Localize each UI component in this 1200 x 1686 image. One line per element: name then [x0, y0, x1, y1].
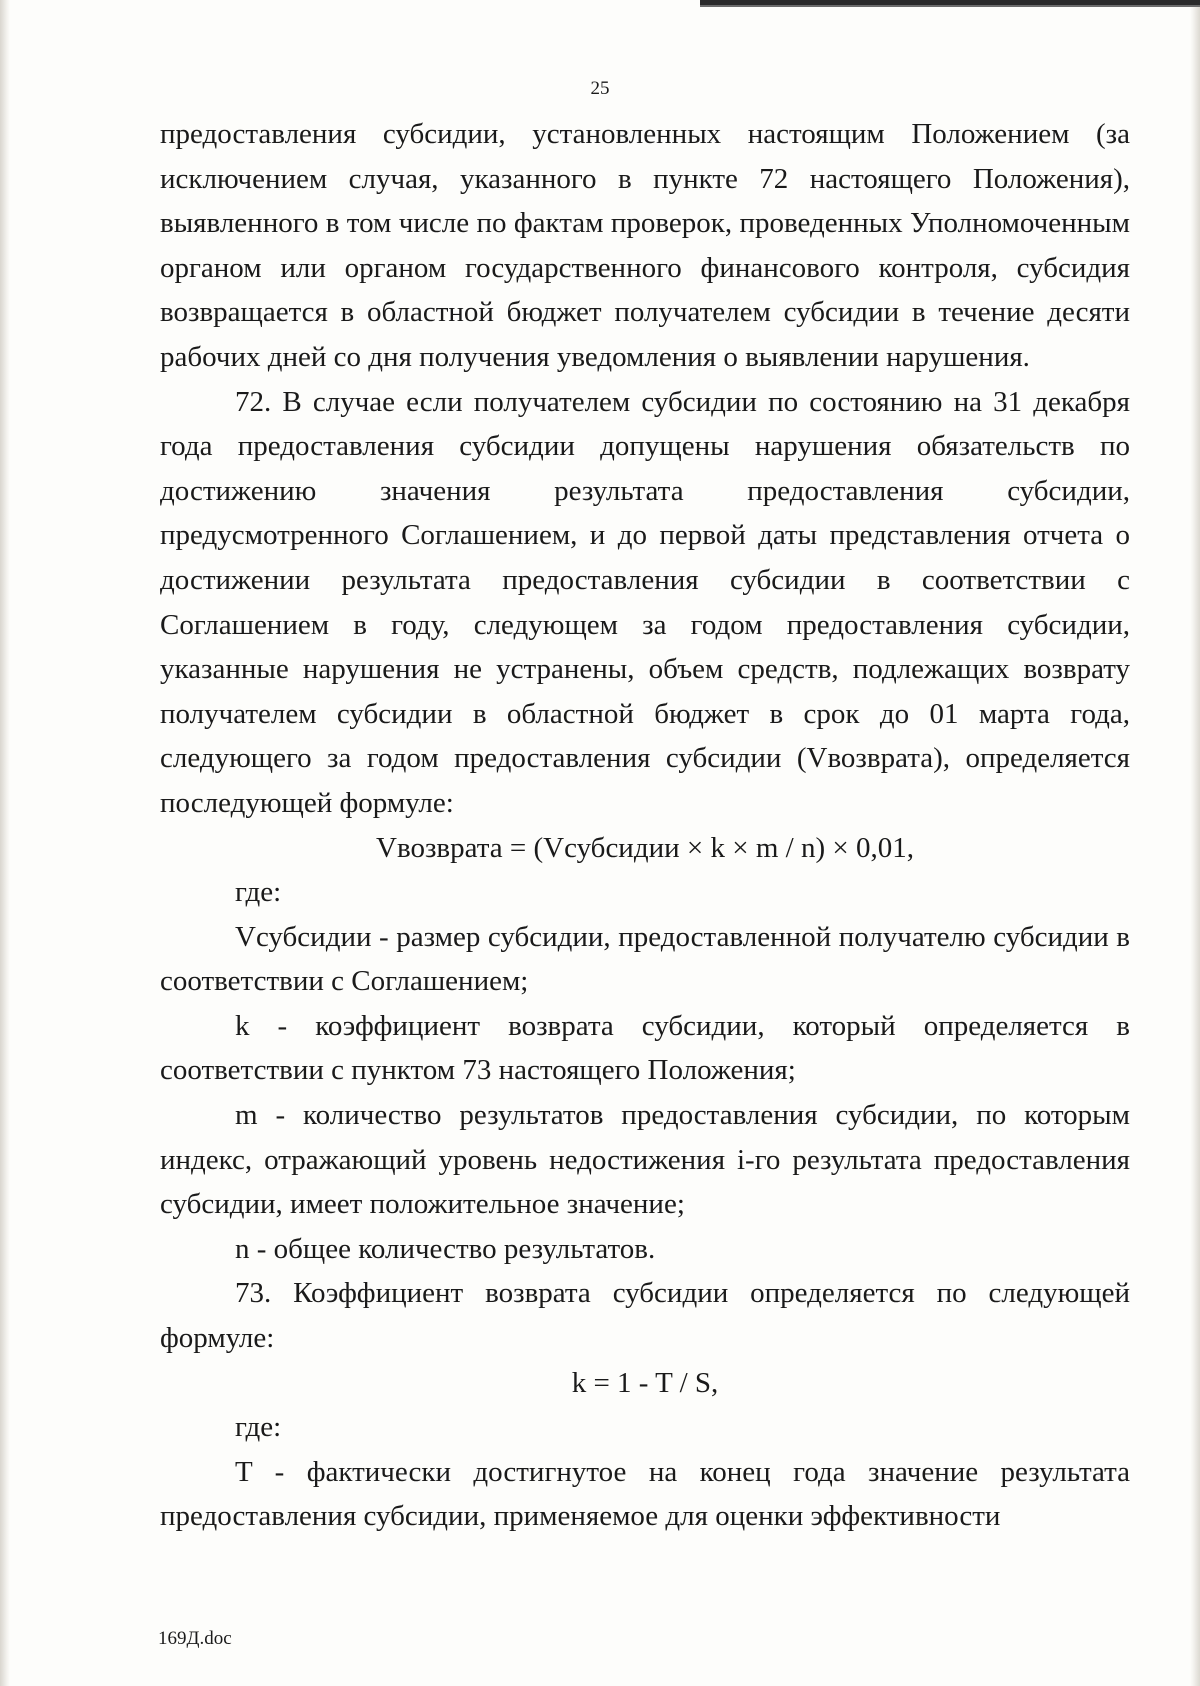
- scan-top-border: [700, 0, 1200, 12]
- scan-edge-left: [0, 0, 10, 1686]
- paragraph-continuation: предоставления субсидии, установленных настоящим Положением (за исключением случая, указанного в пункте 72 настоящего Положения), выявленного в том числе по фактам проверок, проведенных Уполномоченным органом или органом государственного финансового контроля, субсидия возвращается в областной бюджет получателем субсидии в течение десяти рабочих дней со дня получения уведомления о выявлении нарушения.: [160, 118, 1130, 373]
- definition-t: T - фактически достигнутое на конец года значение результата предоставления субсидии, применяемое для оценки эффективности: [160, 1455, 1130, 1533]
- paragraph-72: 72. В случае если получателем субсидии по состоянию на 31 декабря года предоставления субсидии допущены нарушения обязательств по достижению значения результата предоставления субсидии, предусмотренного Соглашением, и до первой даты представления отчета о достижении результата предоставления субсидии в соответствии с Соглашением в году, следующем за годом предоставления субсидии, указанные нарушения не устранены, объем средств, подлежащих возврату получателем субсидии в областной бюджет в срок до 01 марта года, следующего за годом предоставления субсидии (Vвозврата), определяется последующей формуле:: [160, 385, 1130, 819]
- definition-v-subsidy: Vсубсидии - размер субсидии, предоставленной получателю субсидии в соответствии с Соглашением;: [160, 920, 1130, 998]
- definition-k: k - коэффициент возврата субсидии, который определяется в соответствии с пунктом 73 настоящего Положения;: [160, 1009, 1130, 1087]
- scan-edge-right: [1190, 0, 1200, 1686]
- where-label-2: где:: [235, 1411, 282, 1444]
- page-number: 25: [590, 78, 610, 99]
- definition-n: n - общее количество результатов.: [235, 1232, 656, 1265]
- formula-k: k = 1 - T / S,: [571, 1366, 719, 1399]
- footer-filename: 169Д.doc: [158, 1628, 232, 1649]
- paragraph-73: 73. Коэффициент возврата субсидии определяется по следующей формуле:: [160, 1277, 1130, 1355]
- definition-m: m - количество результатов предоставления субсидии, по которым индекс, отражающий уровень недостижения i-го результата предоставления субсидии, имеет положительное значение;: [160, 1099, 1130, 1221]
- where-label: где:: [235, 876, 282, 909]
- formula-v-return: Vвозврата = (Vсубсидии × k × m / n) × 0,01,: [376, 831, 914, 864]
- document-body: [160, 112, 1130, 1539]
